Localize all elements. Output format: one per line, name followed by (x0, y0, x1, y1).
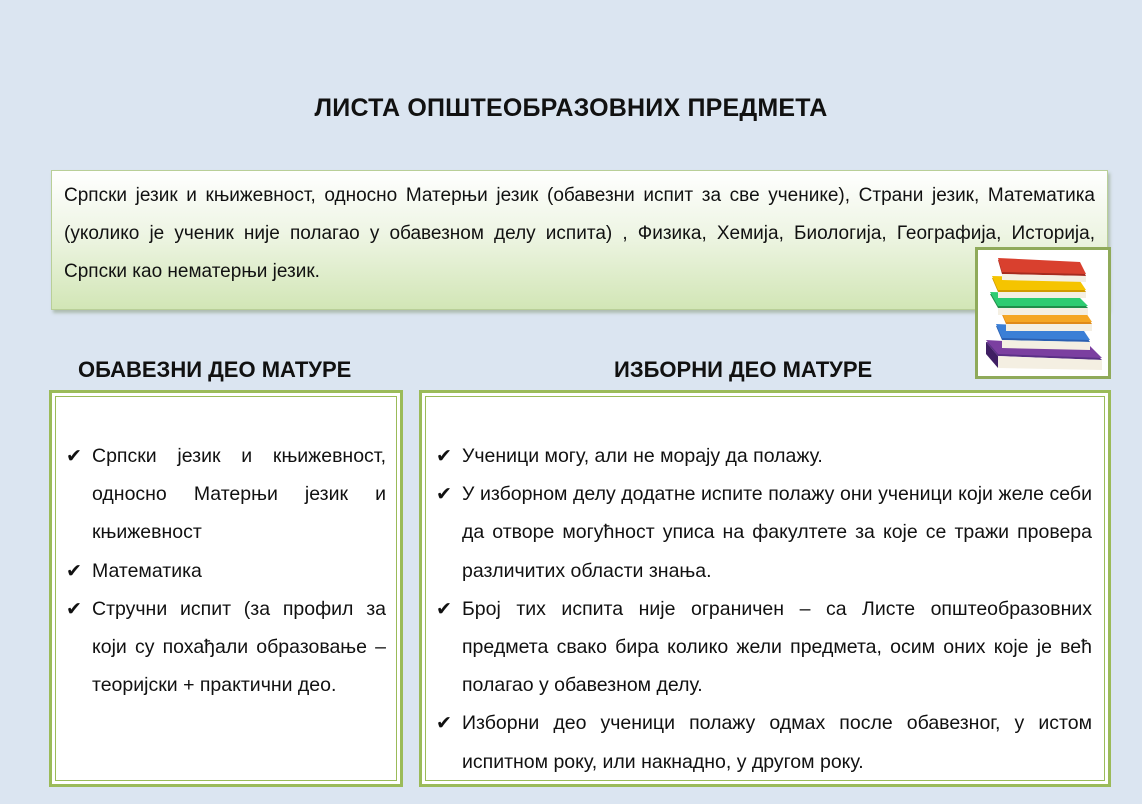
elective-panel (419, 390, 1111, 787)
list-item: ✔ Изборни део ученици полажу одмах после обавезног, у истом испитном року, или накнадно, у другом року. (436, 704, 1092, 780)
list-item: ✔ Математика (66, 552, 386, 590)
list-item: ✔ Стручни испит (за профил за који су похађали образовање – теоријски + практични део. (66, 590, 386, 705)
checkmark-icon: ✔ (66, 597, 82, 620)
list-item: ✔ Број тих испита није ограничен – са Листе општеобразовних предмета свако бира колико жели предмета, осим оних које је већ полагао у обавезном делу. (436, 590, 1092, 705)
checkmark-icon: ✔ (66, 445, 82, 467)
mandatory-list (66, 437, 386, 704)
elective-heading: ИЗБОРНИ ДЕО МАТУРЕ (614, 357, 873, 382)
checkmark-icon: ✔ (436, 445, 452, 467)
checkmark-icon: ✔ (436, 712, 452, 735)
elective-list (436, 437, 1092, 781)
subjects-list-text: Српски језик и књижевност, односно Матерњи језик (обавезни испит за све ученике), Страни језик, Математика (уколико је ученик није полагао у обавезном делу испита) , Физика, Хемија, Биологија, Географија, Историја, Српски као нематерњи језик. (64, 185, 1095, 282)
red-book (998, 258, 1086, 282)
stack-of-books-icon (978, 250, 1108, 376)
checkmark-icon: ✔ (436, 483, 452, 506)
list-item: ✔ У изборном делу додатне испите полажу они ученици који желе себи да отворе могућност уписа на факултете за које се тражи провера различитих области знања. (436, 475, 1092, 590)
mandatory-heading: ОБАВЕЗНИ ДЕО МАТУРЕ (78, 357, 352, 382)
list-item: ✔ Ученици могу, али не морају да полажу. (436, 437, 1092, 475)
list-item: ✔ Српски језик и књижевност, односно Матерњи језик и књижевност (66, 437, 386, 552)
checkmark-icon: ✔ (66, 559, 82, 582)
checkmark-icon: ✔ (436, 597, 452, 620)
mandatory-panel (49, 390, 403, 787)
subjects-list-box (51, 170, 1108, 310)
page-title: ЛИСТА ОПШТЕОБРАЗОВНИХ ПРЕДМЕТА (314, 94, 828, 122)
books-image (975, 247, 1111, 379)
